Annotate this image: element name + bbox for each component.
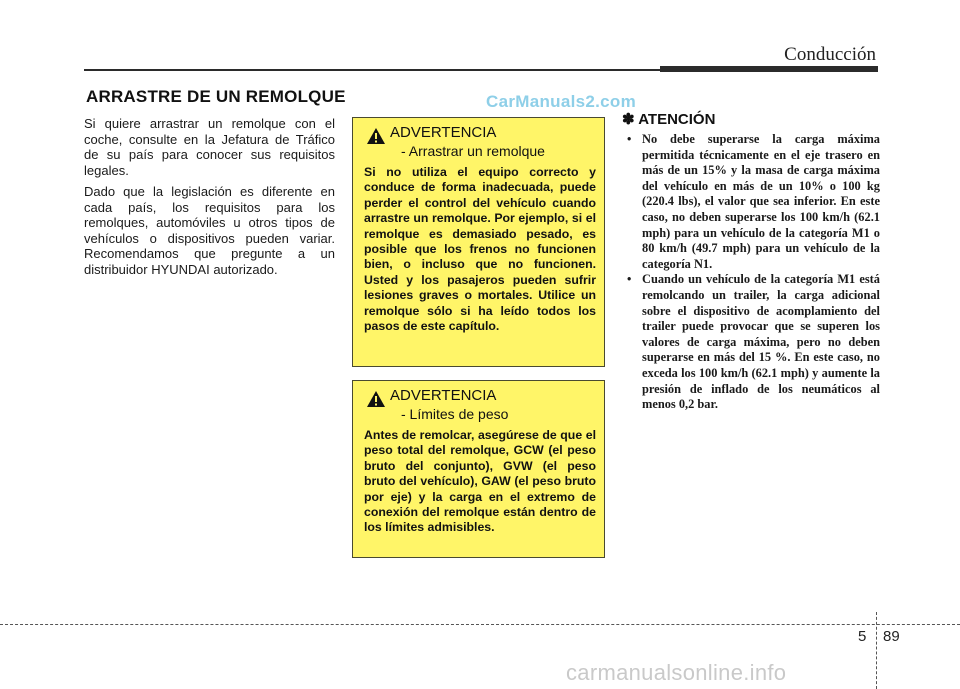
atencion-title: ATENCIÓN: [638, 111, 716, 128]
intro-paragraph: Si quiere arrastrar un remolque con el coche, consulte en la Jefatura de Tráfico de su país para conocer sus requisitos legales.: [84, 116, 335, 178]
warning-header: [364, 387, 596, 425]
section-heading: ARRASTRE DE UN REMOLQUE: [86, 87, 346, 106]
warning-header: [364, 124, 596, 162]
warning-body: Antes de remolcar, asegúrese de que el peso total del remolque, GCW (el peso bruto del conjunto), GVW (el peso bruto del vehículo), GAW (el peso bruto por eje) y la carga en el extremo de conexión del remolque están dentro de los límites admisibles.: [364, 428, 596, 535]
warning-title: ADVERTENCIA: [390, 124, 497, 141]
asterisk-icon: ✽: [622, 111, 635, 128]
warning-body: Si no utiliza el equipo correcto y conduce de forma inadecuada, puede perder el control del vehículo cuando arrastre un remolque. Por ejemplo, si el remolque es demasiado pesado, es posible que los frenos no funcionen bien, o incluso que no funcionen. Usted y los pasajeros pueden sufrir lesiones graves o mortales. Utilice un remolque sólo si ha leído todos los pasos de este capítulo.: [364, 165, 596, 334]
warning-box-towing: [352, 117, 605, 367]
atencion-column: [622, 110, 880, 413]
chapter-title: Conducción: [784, 44, 876, 65]
atencion-list: [622, 132, 880, 413]
intro-paragraph: Dado que la legislación es diferente en cada país, los requisitos para los remolques, automóviles u otros tipos de vehículos o dispositivos pueden variar. Recomendamos que pregunte a un distribuidor HYUNDAI autorizado.: [84, 184, 335, 277]
warning-triangle-icon: [366, 127, 386, 145]
footer-rule: [0, 624, 960, 625]
warning-subtitle: - Arrastrar un remolque: [401, 143, 545, 159]
warning-triangle-icon: [366, 390, 386, 408]
header-rule-thin: [84, 69, 664, 71]
atencion-item-text: Cuando un vehículo de la categoría M1 está remolcando un trailer, la carga adicional sobre el dispositivo de acomplamiento del trailer puede provocar que se superen los valores de carga máxima, pero no deben superarse en más del 15 %. En este caso, no exceda los 100 km/h (62.1 mph) y aumente la presión de inflado de los neumáticos al menos 0,2 bar.: [642, 272, 880, 412]
bullet-icon: •: [627, 272, 632, 287]
warning-title: ADVERTENCIA: [390, 387, 497, 404]
page-number: 89: [883, 628, 900, 645]
atencion-heading: [622, 110, 880, 128]
atencion-item: [622, 132, 880, 272]
watermark-top: CarManuals2.com: [486, 92, 636, 111]
warning-box-weight-limits: [352, 380, 605, 558]
footer-divider: [876, 612, 877, 689]
watermark-bottom: carmanualsonline.info: [566, 660, 787, 685]
warning-subtitle: - Límites de peso: [401, 406, 509, 422]
header-rule-thick: [660, 66, 878, 72]
intro-column: [84, 116, 335, 283]
chapter-number: 5: [858, 628, 867, 645]
bullet-icon: •: [627, 132, 632, 146]
atencion-item-text: No debe superarse la carga máxima permitida técnicamente en el eje trasero en más de un 15% y la masa de carga máxima del vehículo en más de un 10% o 100 kg (220.4 lbs), el valor que sea inferior. En este caso, no deben superarse los 100 km/h (62.1 mph) para un vehículo de la categoría M1 o 80 km/h (49.7 mph) para un vehículo de la categoría N1.: [642, 132, 880, 271]
atencion-item: [622, 272, 880, 412]
